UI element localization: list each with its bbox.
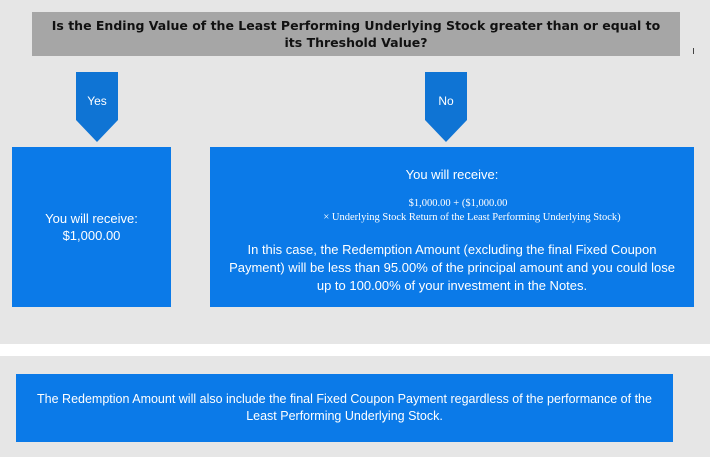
- yes-outcome-box: [12, 147, 171, 307]
- divider-mark: [693, 48, 694, 54]
- no-receive-label: You will receive:: [405, 167, 499, 182]
- yes-receive-label: You will receive:: [45, 211, 138, 226]
- no-outcome-box: [210, 147, 694, 307]
- formula-line-1: $1,000.00 + ($1,000.00: [408, 198, 508, 209]
- yes-amount: $1,000.00: [62, 228, 121, 243]
- question-text: Is the Ending Value of the Least Performing Underlying Stock greater than or equal to its Threshold Value?: [51, 18, 661, 50]
- payout-formula: [210, 197, 694, 225]
- coupon-note-box: [16, 374, 673, 442]
- question-box: [32, 12, 680, 56]
- coupon-note-text: The Redemption Amount will also include the final Fixed Coupon Payment regardless of the performance of the Least Performing Underlying Stock.: [37, 392, 652, 423]
- no-label: No: [438, 94, 454, 108]
- formula-line-2: × Underlying Stock Return of the Least Performing Underlying Stock): [323, 212, 621, 223]
- loss-explanation: In this case, the Redemption Amount (excluding the final Fixed Coupon Payment) will be less than 95.00% of the principal amount and you could lose up to 100.00% of your investment in the Notes.: [229, 242, 675, 293]
- yes-label: Yes: [87, 94, 107, 108]
- no-arrow: [425, 72, 467, 142]
- yes-arrow: [76, 72, 118, 142]
